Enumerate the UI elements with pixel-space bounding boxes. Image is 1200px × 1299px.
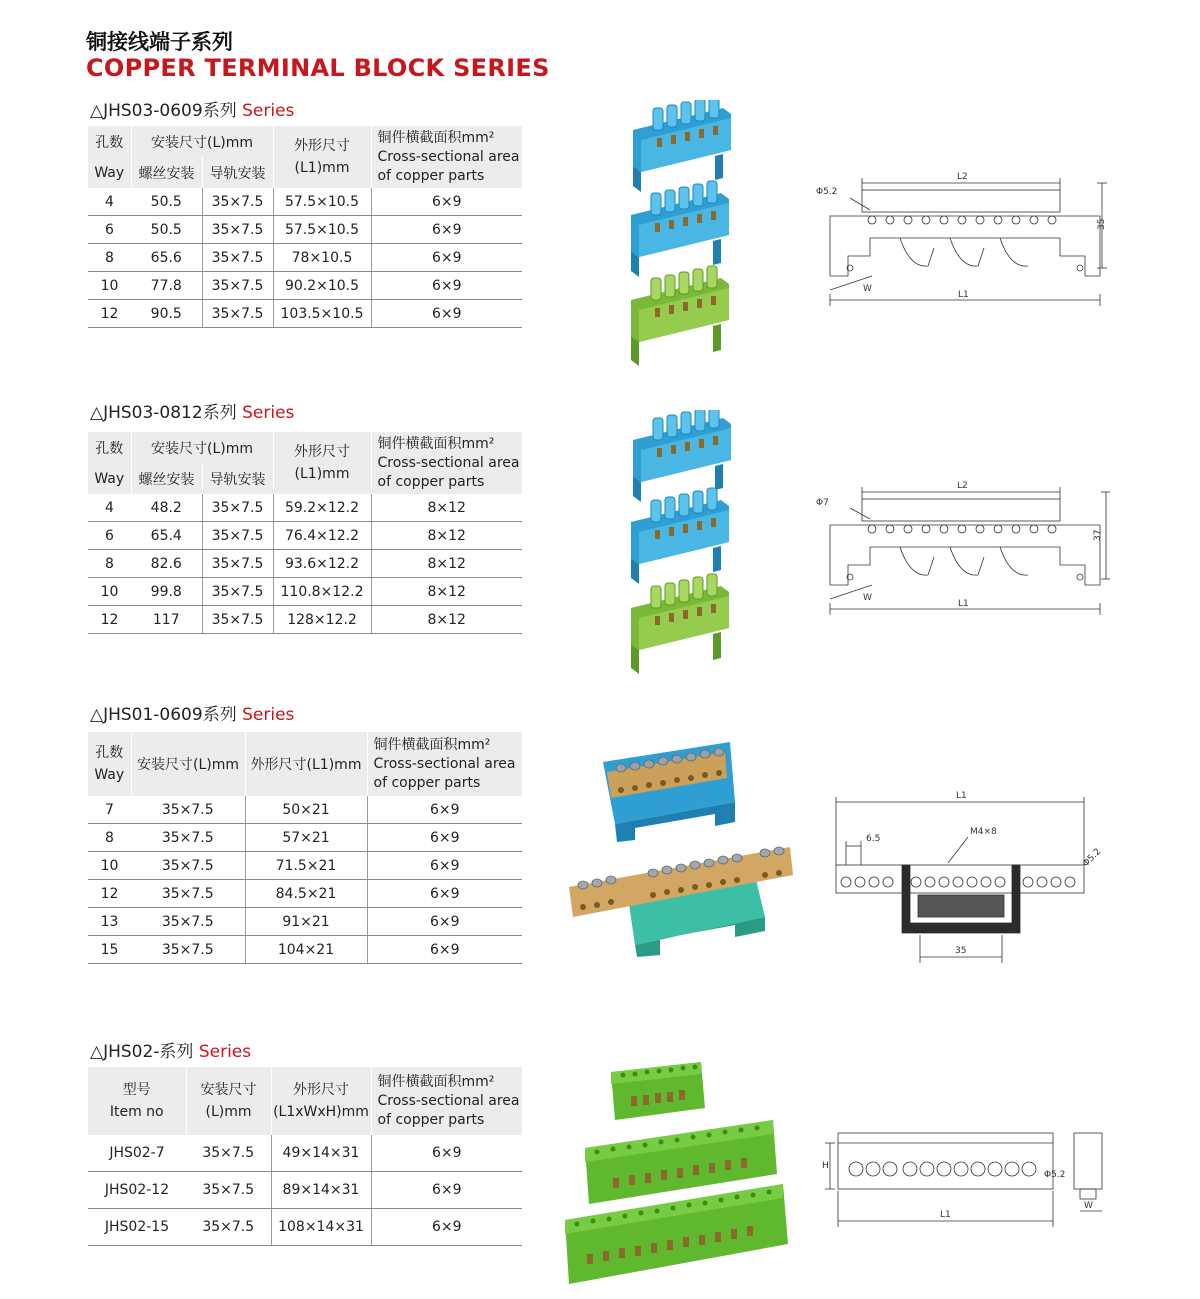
- table-cell: 89×14×31: [271, 1171, 371, 1208]
- section-suffix: Series: [242, 403, 295, 423]
- table-cell: 6×9: [367, 908, 522, 936]
- dim-w: W: [863, 593, 872, 603]
- label-text: 外形尺寸: [294, 138, 350, 154]
- page-title-en: COPPER TERMINAL BLOCK SERIES: [86, 54, 550, 82]
- table-cell: 12: [88, 300, 131, 328]
- label-text: Cross-sectional area: [377, 454, 520, 471]
- table-cell: 4: [88, 188, 131, 216]
- table-cell: 82.6: [131, 550, 202, 578]
- table-cell: 10: [88, 272, 131, 300]
- screw-row: [868, 525, 1056, 533]
- header-cross: [371, 1067, 522, 1135]
- table-row: [88, 216, 522, 244]
- section-suffix: Series: [242, 705, 295, 725]
- table-cell: 65.6: [131, 244, 202, 272]
- table-cell: 50×21: [245, 796, 367, 824]
- table-cell: 8: [88, 244, 131, 272]
- table-cell: 103.5×10.5: [273, 300, 371, 328]
- table-cell: 6×9: [371, 244, 522, 272]
- table-cell: 35×7.5: [202, 216, 273, 244]
- table-cell: 35×7.5: [131, 824, 245, 852]
- header-way-en: Way: [88, 157, 131, 188]
- table-cell: 35×7.5: [131, 908, 245, 936]
- header-cross: [371, 432, 522, 494]
- page-title-cn: 铜接线端子系列: [86, 30, 233, 54]
- dim-screw: M4×8: [970, 827, 997, 837]
- dim-l2: L2: [957, 481, 968, 491]
- header-install: 安装尺寸(L)mm: [131, 732, 245, 796]
- table-cell: 48.2: [131, 494, 202, 522]
- blue-terminal-block: [633, 100, 731, 192]
- table-cell: 35×7.5: [202, 522, 273, 550]
- table-cell: 78×10.5: [273, 244, 371, 272]
- table-cell: 99.8: [131, 578, 202, 606]
- dim-l1: L1: [958, 290, 969, 300]
- table-cell: 128×12.2: [273, 606, 371, 634]
- table-cell: 104×21: [245, 936, 367, 964]
- header-screw: 螺丝安装: [131, 157, 202, 188]
- label-text: 型号: [122, 1082, 151, 1098]
- green-terminal-block: [631, 574, 729, 674]
- table-cell: 6×9: [367, 824, 522, 852]
- table-cell: 8: [88, 824, 131, 852]
- dim-height: 35: [1097, 218, 1107, 230]
- table-cell: 6×9: [371, 272, 522, 300]
- header-install: [186, 1067, 271, 1135]
- blue-terminal-block: [631, 181, 729, 277]
- label-text: Item no: [109, 1104, 164, 1120]
- section-name: △JHS03-0609系列: [90, 101, 237, 121]
- dim-w: W: [1084, 1201, 1093, 1211]
- dimension-diagram-jhs03-0812: [810, 477, 1110, 617]
- label-text: of copper parts: [377, 1111, 485, 1128]
- table-cell: 8×12: [371, 550, 522, 578]
- product-image-jhs01-0609: [565, 732, 795, 957]
- label-text: 孔数: [95, 745, 124, 761]
- label-text: Cross-sectional area: [377, 148, 520, 165]
- header-item: [88, 1067, 186, 1135]
- table-row: [88, 1135, 522, 1171]
- label-text: of copper parts: [373, 774, 481, 791]
- table-cell: 35×7.5: [202, 244, 273, 272]
- label-text: 外形尺寸: [294, 444, 350, 460]
- table-cell: 59.2×12.2: [273, 494, 371, 522]
- label-text: 安装尺寸: [200, 1082, 257, 1098]
- header-screw: 螺丝安装: [131, 463, 202, 494]
- table-row: [88, 880, 522, 908]
- table-cell: 6×9: [371, 216, 522, 244]
- table-cell: 6: [88, 522, 131, 550]
- section-title-jhs03-0812: [90, 398, 294, 423]
- header-way-en: Way: [88, 463, 131, 494]
- table-cell: 6×9: [367, 796, 522, 824]
- green-terminal-block: [631, 266, 729, 366]
- table-cell: 35×7.5: [186, 1135, 271, 1171]
- spec-table-jhs03-0609: [88, 126, 522, 328]
- label-text: of copper parts: [377, 167, 485, 184]
- table-cell: 6×9: [371, 300, 522, 328]
- table-cell: 76.4×12.2: [273, 522, 371, 550]
- table-row: [88, 578, 522, 606]
- dim-hole: Φ7: [816, 498, 829, 508]
- table-cell: JHS02-7: [88, 1135, 186, 1171]
- table-row: [88, 824, 522, 852]
- table-cell: 57.5×10.5: [273, 188, 371, 216]
- section-title-jhs03-0609: [90, 96, 294, 121]
- screw-row: [868, 216, 1056, 224]
- dim-hole: Φ5.2: [816, 187, 838, 197]
- table-cell: 6: [88, 216, 131, 244]
- header-outer: 外形尺寸(L1)mm: [245, 732, 367, 796]
- table-cell: 35×7.5: [202, 578, 273, 606]
- table-cell: 110.8×12.2: [273, 578, 371, 606]
- table-cell: 35×7.5: [202, 188, 273, 216]
- table-cell: 35×7.5: [202, 606, 273, 634]
- table-cell: 49×14×31: [271, 1135, 371, 1171]
- table-cell: 35×7.5: [202, 272, 273, 300]
- header-way: [88, 732, 131, 796]
- table-row: [88, 1171, 522, 1208]
- blue-rail-terminal: [603, 742, 735, 842]
- header-cross: [367, 732, 522, 796]
- table-row: [88, 300, 522, 328]
- product-image-jhs03-0812: [615, 410, 740, 680]
- label-text: (L1)mm: [294, 466, 350, 482]
- label-text: (L1)mm: [294, 160, 350, 176]
- dim-hole: Φ5.2: [1081, 846, 1104, 870]
- header-rail: 导轨安装: [202, 157, 273, 188]
- dim-height: H: [822, 1161, 829, 1171]
- screw-row: [841, 877, 1075, 887]
- label-text: 铜件横截面积mm²: [377, 129, 495, 146]
- header-install: 安装尺寸(L)mm: [131, 126, 273, 157]
- green-insulated-block-small: [611, 1062, 705, 1120]
- table-cell: JHS02-15: [88, 1208, 186, 1245]
- table-cell: 108×14×31: [271, 1208, 371, 1245]
- spec-table-jhs01-0609: [88, 732, 522, 964]
- table-row: [88, 1208, 522, 1245]
- dim-pitch: 6.5: [866, 834, 881, 844]
- section-suffix: Series: [198, 1042, 252, 1062]
- dim-l1: L1: [956, 791, 967, 801]
- label-text: (L1xWxH)mm: [273, 1104, 369, 1120]
- section-name: △JHS02-系列: [90, 1042, 194, 1062]
- label-text: Way: [94, 767, 125, 783]
- table-cell: 35×7.5: [186, 1208, 271, 1245]
- section-title-jhs02: [90, 1037, 251, 1062]
- table-cell: 8×12: [371, 522, 522, 550]
- product-image-jhs03-0609: [615, 100, 740, 370]
- product-image-jhs02: [563, 1060, 798, 1295]
- table-cell: 35×7.5: [131, 936, 245, 964]
- table-cell: 8×12: [371, 606, 522, 634]
- table-cell: 117: [131, 606, 202, 634]
- table-cell: JHS02-12: [88, 1171, 186, 1208]
- dim-l2: L2: [957, 172, 968, 182]
- table-cell: 35×7.5: [131, 796, 245, 824]
- table-cell: 6×9: [371, 1135, 522, 1171]
- section-name: △JHS03-0812系列: [90, 403, 237, 423]
- header-outer: [271, 1067, 371, 1135]
- section-title-jhs01-0609: [90, 700, 294, 725]
- table-cell: 84.5×21: [245, 880, 367, 908]
- label-text: (L)mm: [205, 1104, 252, 1120]
- table-cell: 90.5: [131, 300, 202, 328]
- dim-l1: L1: [940, 1210, 951, 1220]
- dim-w: W: [863, 284, 872, 294]
- dimension-diagram-jhs03-0609: [810, 168, 1110, 308]
- label-text: 铜件横截面积mm²: [377, 1073, 495, 1090]
- label-text: 铜件横截面积mm²: [377, 435, 495, 452]
- header-outer: [273, 432, 371, 494]
- table-row: [88, 852, 522, 880]
- table-cell: 6×9: [367, 880, 522, 908]
- header-cross: [371, 126, 522, 188]
- table-cell: 8×12: [371, 578, 522, 606]
- table-row: [88, 550, 522, 578]
- dimension-diagram-jhs02: [818, 1125, 1113, 1230]
- table-row: [88, 188, 522, 216]
- table-cell: 35×7.5: [131, 852, 245, 880]
- table-row: [88, 908, 522, 936]
- label-text: 铜件横截面积mm²: [373, 736, 491, 753]
- table-cell: 91×21: [245, 908, 367, 936]
- teal-rail-terminal: [569, 847, 793, 957]
- header-install: 安装尺寸(L)mm: [131, 432, 273, 463]
- table-cell: 12: [88, 606, 131, 634]
- table-cell: 57.5×10.5: [273, 216, 371, 244]
- dim-hole: Φ5.2: [1044, 1170, 1066, 1180]
- header-way-cn: 孔数: [88, 432, 131, 463]
- header-rail: 导轨安装: [202, 463, 273, 494]
- dim-height: 37: [1093, 529, 1103, 541]
- table-cell: 6×9: [371, 1208, 522, 1245]
- table-row: [88, 244, 522, 272]
- label-text: of copper parts: [377, 473, 485, 490]
- table-cell: 10: [88, 578, 131, 606]
- table-cell: 50.5: [131, 188, 202, 216]
- blue-terminal-block: [631, 488, 729, 584]
- table-cell: 35×7.5: [202, 300, 273, 328]
- table-cell: 8×12: [371, 494, 522, 522]
- table-row: [88, 272, 522, 300]
- table-row: [88, 522, 522, 550]
- table-cell: 35×7.5: [186, 1171, 271, 1208]
- header-way-cn: 孔数: [88, 126, 131, 157]
- hole-row: [849, 1162, 1036, 1176]
- table-cell: 7: [88, 796, 131, 824]
- table-row: [88, 606, 522, 634]
- table-cell: 6×9: [367, 852, 522, 880]
- table-cell: 6×9: [371, 1171, 522, 1208]
- label-text: 外形尺寸: [293, 1082, 349, 1098]
- table-cell: 8: [88, 550, 131, 578]
- section-name: △JHS01-0609系列: [90, 705, 237, 725]
- header-outer: [273, 126, 371, 188]
- table-cell: 35×7.5: [131, 880, 245, 908]
- table-cell: 4: [88, 494, 131, 522]
- dimension-diagram-jhs01-0609: [830, 785, 1115, 965]
- table-cell: 71.5×21: [245, 852, 367, 880]
- table-cell: 93.6×12.2: [273, 550, 371, 578]
- dim-rail: 35: [955, 946, 967, 956]
- spec-table-jhs03-0812: [88, 432, 522, 634]
- table-cell: 65.4: [131, 522, 202, 550]
- table-row: [88, 796, 522, 824]
- table-cell: 77.8: [131, 272, 202, 300]
- table-cell: 6×9: [367, 936, 522, 964]
- label-text: Cross-sectional area: [377, 1092, 520, 1109]
- section-suffix: Series: [242, 101, 295, 121]
- table-cell: 90.2×10.5: [273, 272, 371, 300]
- table-cell: 12: [88, 880, 131, 908]
- table-cell: 10: [88, 852, 131, 880]
- table-cell: 15: [88, 936, 131, 964]
- table-cell: 13: [88, 908, 131, 936]
- table-cell: 57×21: [245, 824, 367, 852]
- table-cell: 35×7.5: [202, 494, 273, 522]
- table-row: [88, 494, 522, 522]
- label-text: Cross-sectional area: [373, 755, 516, 772]
- table-cell: 6×9: [371, 188, 522, 216]
- spec-table-jhs02: [88, 1067, 522, 1246]
- dim-l1: L1: [958, 599, 969, 609]
- table-cell: 35×7.5: [202, 550, 273, 578]
- table-row: [88, 936, 522, 964]
- table-cell: 50.5: [131, 216, 202, 244]
